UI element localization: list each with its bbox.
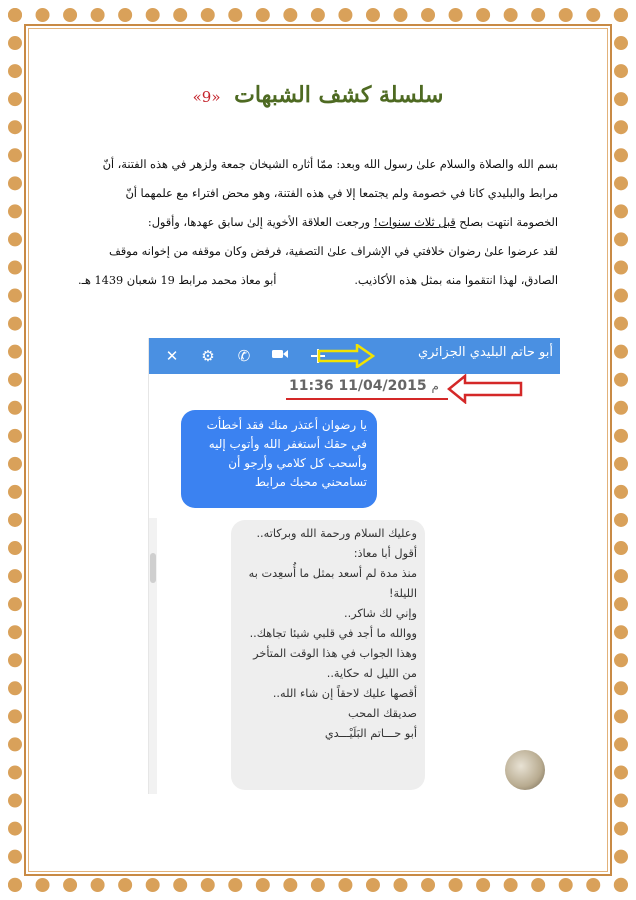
scrollbar-thumb[interactable] [150,553,156,583]
signature: أبو معاذ محمد مرابط 19 شعبان 1439 هـ. [78,274,277,287]
red-arrow-icon [447,374,523,404]
message-line: وأسحب كل كلامي وأرجو أن [228,456,367,470]
message-line: أقول أبا معاذ: [353,547,417,560]
line-part: الخصومة انتهت بصلح [455,216,558,229]
received-message-bubble [231,520,425,790]
message-line: يا رضوان أعتذر منك فقد أخطأت [206,418,367,432]
page-title [0,82,636,108]
message-line: وإني لك شاكر.. [344,607,417,620]
body-paragraph [78,150,558,295]
timestamp-value: 11:36 11/04/2015 [289,378,427,394]
paragraph-line: لقد عرضوا علىٰ رضوان خلافتي في الإشراف علىٰ التصفية، فرفض وكان موقفه من إخوانه موقف [109,245,558,258]
line-part: ورجعت العلاقة الأخوية إلىٰ سابق عهدها، وأقول: [147,216,374,229]
timestamp-underline [286,398,448,400]
close-icon[interactable]: ✕ [165,347,179,365]
message-line: وعليك السلام ورحمة الله وبركاته.. [256,527,417,540]
avatar[interactable] [505,750,545,790]
message-line: ووالله ما أجد في قلبي شيئا تجاهك.. [249,627,417,640]
message-line: أبو حـــاتم البَلَيْـــدي [324,727,417,740]
chat-screenshot [148,338,560,794]
contact-name: أبو حاتم البليدي الجزائري [417,345,553,360]
message-line: الليلة! [388,587,417,600]
paragraph-ending: الصادق، لهذا انتقموا منه بمثل هذه الأكاذيب. [354,274,558,287]
underlined-phrase: قبل ثلاث سنوات! [373,216,456,229]
paragraph-last-line [78,266,558,295]
video-icon[interactable] [271,347,289,365]
phone-icon[interactable]: ✆ [237,347,251,365]
message-line: منذ مدة لم أسعد بمثل ما أُسعِدت به [248,567,417,580]
paragraph-line [78,208,558,237]
title-number: «9» [192,88,221,106]
sent-message-bubble [181,410,377,508]
message-line: أقصها عليك لاحقاً إن شاء الله.. [272,687,417,700]
message-line: تسامحني محبك مرابط [254,475,367,489]
yellow-arrow-icon [317,344,375,368]
paragraph-line: مرابط والبليدي كانا في خصومة ولم يجتمعا إلا في هذه الفتنة، وهو محض افتراء مع علمهما أنّ [125,187,558,200]
scrollbar[interactable] [149,518,157,794]
title-text: سلسلة كشف الشبهات [234,82,444,108]
chat-header [149,338,560,374]
gear-icon[interactable]: ⚙ [201,347,215,365]
message-line: صديقك المحب [348,707,417,720]
message-line: وهذا الجواب في هذا الوقت المتأخر [253,647,417,660]
message-line: من الليل له حكاية.. [326,667,417,680]
message-line: في حقك أستغفر الله وأتوب إليه [208,437,367,451]
timestamp [289,378,439,394]
timestamp-suffix: م [431,379,439,393]
paragraph-line: بسم الله والصلاة والسلام علىٰ رسول الله وبعد: ممّا أثاره الشيخان جمعة ولزهر في هذه الفتنة، أنّ [102,158,558,171]
